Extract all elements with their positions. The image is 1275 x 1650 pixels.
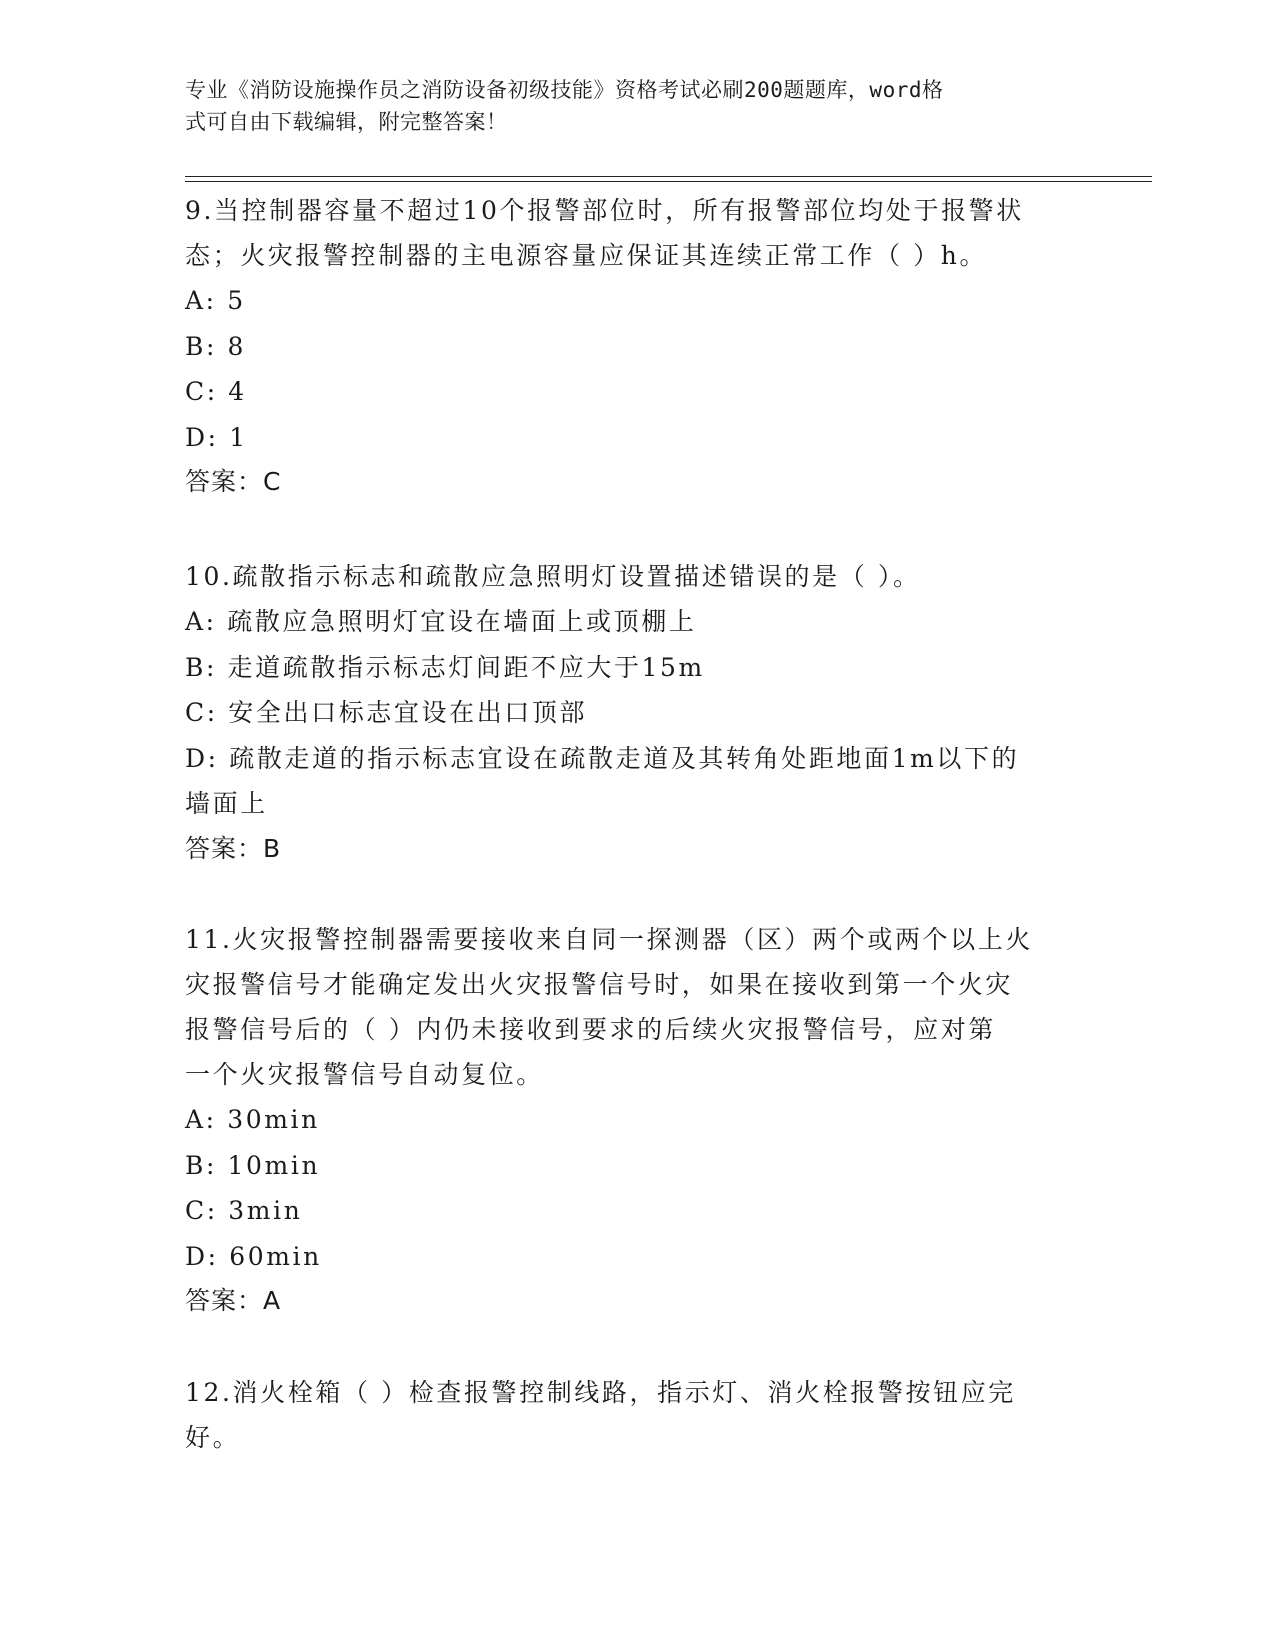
option-d-continued: 墙面上 <box>185 789 268 818</box>
header-line-1: 专业《消防设施操作员之消防设备初级技能》资格考试必刷200题题库，word格 <box>185 78 944 102</box>
option-b: B: 8 <box>185 331 247 361</box>
answer: 答案：A <box>185 1286 282 1315</box>
question-12 <box>185 1370 1085 1460</box>
option-b: B: 10min <box>185 1150 321 1180</box>
option-d: D: 疏散走道的指示标志宜设在疏散走道及其转角处距地面1m以下的 <box>185 743 1020 773</box>
header-divider-bottom <box>185 181 1152 182</box>
option-a: A: 疏散应急照明灯宜设在墙面上或顶棚上 <box>185 607 697 636</box>
option-d: D: 60min <box>185 1241 322 1271</box>
option-d: D: 1 <box>185 422 248 452</box>
question-stem-line: 11.火灾报警控制器需要接收来自同一探测器（区）两个或两个以上火 <box>185 925 1033 954</box>
question-stem-line: 9.当控制器容量不超过10个报警部位时，所有报警部位均处于报警状 <box>185 196 1024 225</box>
answer: 答案：C <box>185 467 282 496</box>
option-c: C: 安全出口标志宜设在出口顶部 <box>185 698 588 727</box>
document-header <box>185 74 1065 138</box>
question-stem-line: 好。 <box>185 1423 241 1452</box>
header-line-2: 式可自由下载编辑，附完整答案！ <box>185 110 508 134</box>
question-stem-line: 态；火灾报警控制器的主电源容量应保证其连续正常工作（ ）h。 <box>185 241 988 270</box>
question-stem-line: 一个火灾报警信号自动复位。 <box>185 1060 544 1089</box>
question-10 <box>185 554 1085 871</box>
question-stem-line: 报警信号后的（ ）内仍未接收到要求的后续火灾报警信号，应对第 <box>185 1015 996 1044</box>
option-b: B: 走道疏散指示标志灯间距不应大于15m <box>185 652 705 682</box>
option-a: A: 30min <box>185 1105 320 1134</box>
answer: 答案：B <box>185 833 282 863</box>
question-stem-line: 12.消火栓箱（ ）检查报警控制线路，指示灯、消火栓报警按钮应完 <box>185 1378 1016 1407</box>
option-c: C: 3min <box>185 1196 303 1225</box>
option-a: A: 5 <box>185 286 246 315</box>
question-stem-line: 10.疏散指示标志和疏散应急照明灯设置描述错误的是（ ）。 <box>185 562 921 591</box>
option-c: C: 4 <box>185 377 247 406</box>
question-11 <box>185 917 1085 1323</box>
question-stem-line: 灾报警信号才能确定发出火灾报警信号时，如果在接收到第一个火灾 <box>185 970 1014 999</box>
question-9 <box>185 188 1085 504</box>
header-divider-top <box>185 176 1152 177</box>
